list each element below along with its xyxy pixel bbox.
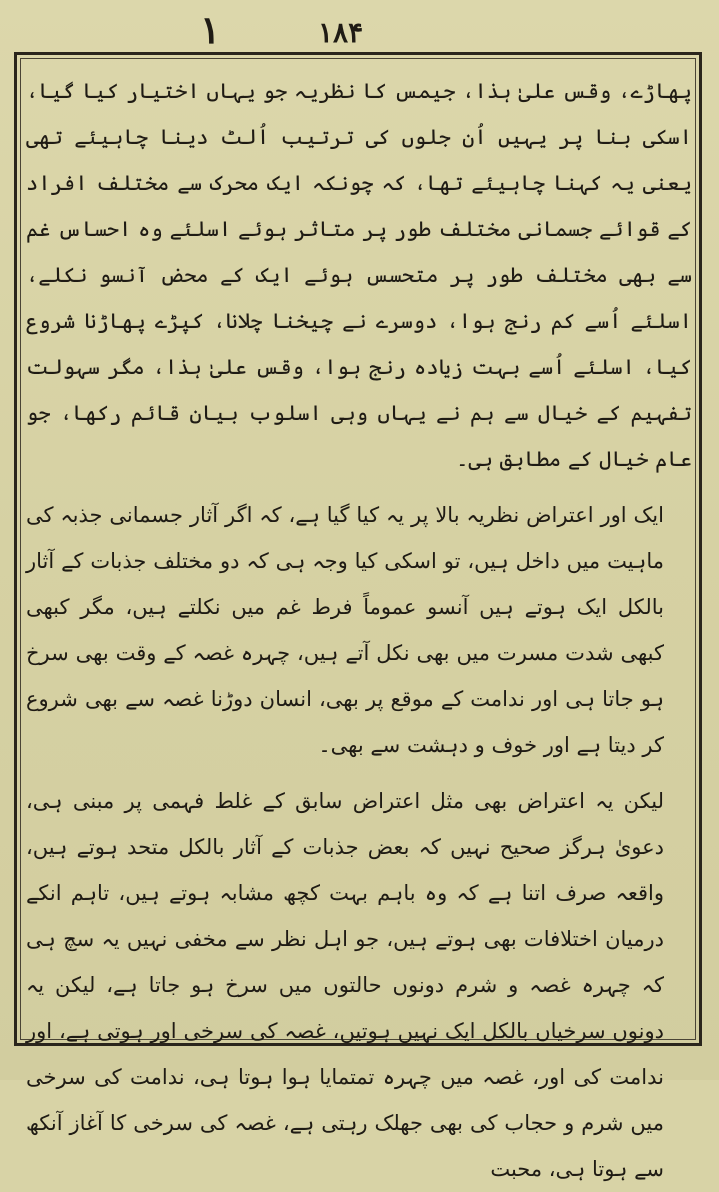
page-number: ۱۸۴	[318, 16, 364, 49]
paragraph: لیکن یہ اعتراض بھی مثل اعتراض سابق کے غلط فہمی پر مبنی ہی، دعویٰ ہرگز صحیح نہیں کہ بعض جذبات کے آثار بالکل متحد ہوتے ہیں، واقعہ صرف اتنا ہے کہ وہ باہم بہت کچھ مشابہ ہوتے ہیں، تاہم انکے درمیان اختلافات بھی ہوتے ہیں، جو اہل نظر سے مخفی نہیں یہ سچ ہی کہ چہرہ غصہ و شرم دونوں حالتوں میں سرخ ہو جاتا ہے، لیکن یہ دونوں سرخیاں بالکل ایک نہیں ہوتیں، غصہ کی سرخی اور ہوتی ہے، اور ندامت کی اور، غصہ میں چہرہ تمتمایا ہوا ہوتا ہی، ندامت کی سرخی میں شرم و حجاب کی بھی جھلک رہتی ہے، غصہ کی سرخی کا آغاز آنکھ سے ہوتا ہی، محبت	[26, 789, 664, 1181]
header-mark: ۱	[200, 7, 221, 52]
body-text	[26, 68, 692, 1192]
paragraph: پھاڑے، وقس علیٰ ہذا، جیمس کا نظریہ جو یہاں اختیار کیا گیا، اسکی بنا پر یہیں اُن جلوں کی ترتیب اُلٹ دینا چاہیئے تھی یعنی یہ کہنا چاہیئے تھا، کہ چونکہ ایک محرک سے مختلف افراد کے قوائے جسمانی مختلف طور پر متاثر ہوئے اسلئے وہ احساس غم سے بھی مختلف طور پر متحسس ہوئے ایک کے محض آنسو نکلے، اسلئے اُسے کم رنج ہوا، دوسرے نے چیخنا چلانا، کپڑے پھاڑنا شروع کیا، اسلئے اُسے بہت زیادہ رنج ہوا، وقس علیٰ ہذا، مگر سہولت تفہیم کے خیال سے ہم نے یہاں وہی اسلوب بیان قائم رکھا، جو عام خیال کے مطابق ہی۔	[26, 79, 692, 471]
paragraph: ایک اور اعتراض نظریہ بالا پر یہ کیا گیا ہے، کہ اگر آثار جسمانی جذبہ کی ماہیت میں داخل ہیں، تو اسکی کیا وجہ ہی کہ دو مختلف جذبات کے آثار بالکل ایک ہوتے ہیں آنسو عموماً فرط غم میں نکلتے ہیں، مگر کبھی کبھی شدت مسرت میں بھی نکل آتے ہیں، چہرہ غصہ کے وقت بھی سرخ ہو جاتا ہی اور ندامت کے موقع پر بھی، انسان دوڑنا غصہ سے بھی شروع کر دیتا ہے اور خوف و دہشت سے بھی۔	[26, 503, 664, 757]
page-header	[0, 6, 719, 52]
